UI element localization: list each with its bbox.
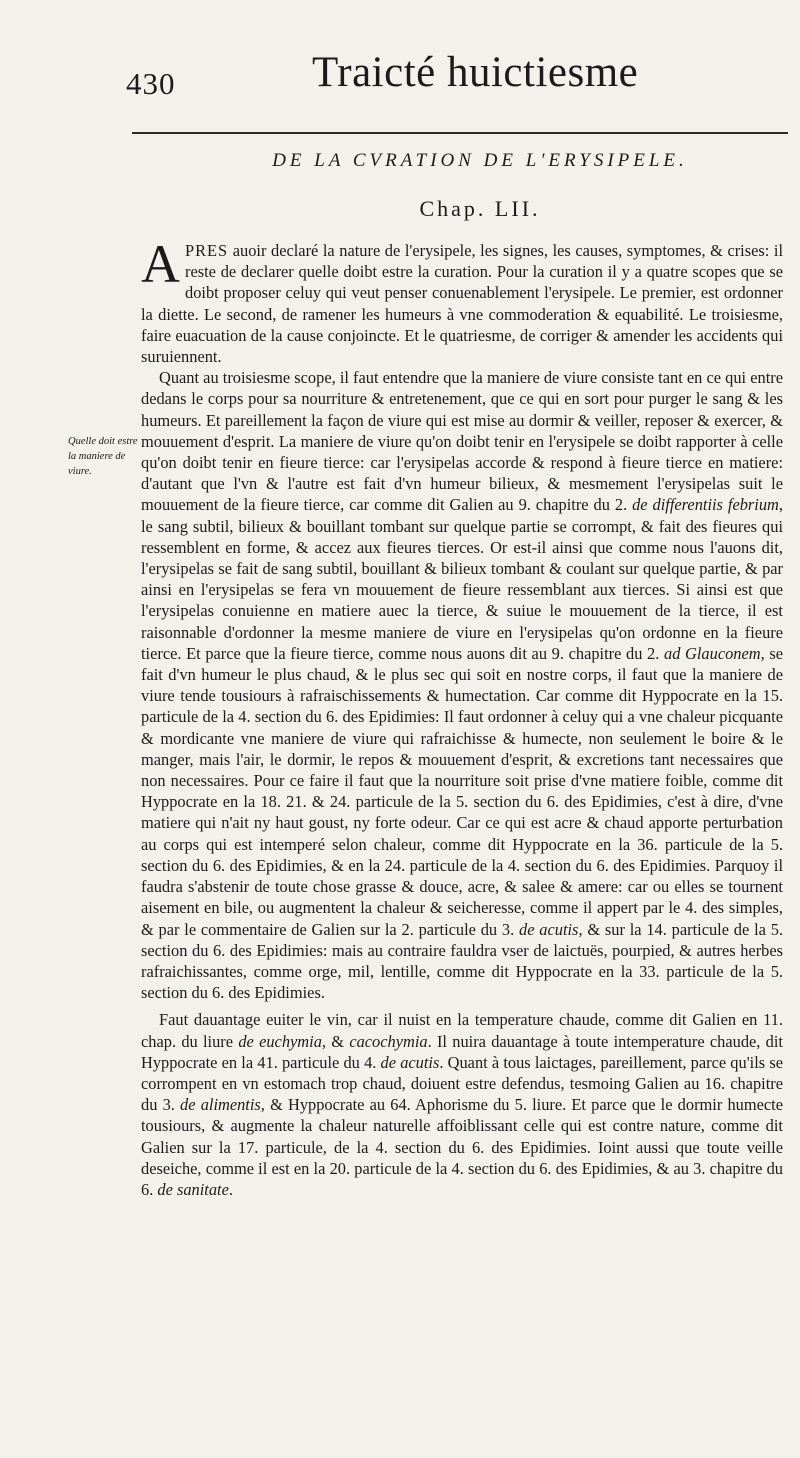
italic-title: cacochymia — [349, 1031, 428, 1051]
header-rule — [132, 132, 788, 134]
italic-title: ad Glauconem — [664, 643, 761, 663]
text-run: . — [228, 1179, 233, 1199]
italic-title: de acutis — [380, 1052, 440, 1072]
italic-title: de sanitate — [157, 1179, 229, 1199]
text-run: Faut dauantage euiter le vin, car il nuist en la temperature chaude, comme dit Galien en 11. chap. du liure — [141, 1010, 783, 1051]
text-run: Quant au troisiesme scope, il faut entendre que la maniere de viure consiste tant en ce qui entre dedans le corps pour sa nourriture & entretenement, que ce qui en sort pour purger le sang & les humeurs. Et pareillement la façon de viure qui est mise au dormir & veiller, reposer & exercer, & mouuement d'esprit. La maniere de viure qu'on doibt tenir en l'erysipele se doibt rapporter à celle qu'on doibt tenir en fieure tierce: car l'erysipelas accorde & respond à fieure tierce en matiere: d'autant que l'vn & l'autre est fait d'vn humeur bilieux, & mesmement l'erysipelas suit le mouuement de la fieure tierce, car comme dit Galien au 9. chapitre du 2. — [141, 368, 783, 515]
text-run: . Il nuira dauantage à toute intemperature chaude, dit Hyppocrate en la 41. particule du 4. — [141, 1031, 783, 1072]
italic-title: de differentiis febrium — [632, 495, 779, 515]
section-title: DE LA CVRATION DE L'ERYSIPELE. — [272, 150, 688, 171]
text-run: , se fait d'vn humeur le plus chaud, & le plus sec qui soit en nostre corps, il faut que la maniere de viure tende tousiours à rafraischissements & humectation. Car comme dit Hyppocrate en la 15. particule de la 4. section du 6. des Epidimies: Il faut ordonner à celuy qui a vne chaleur picquante & mordicante vne maniere de viure qui rafraichisse & humecte, non seulement le boire & le manger, mais l'air, le dormir, le repos & mouuement d'esprit, & excretions tant necessaires que non necessaires. Pour ce faire il faut que la nourriture soit prise d'vne matiere foible, comme dit Hyppocrate en la 18. 21. & 24. particule de la 5. section du 6. des Epidimies, c'est à dire, d'vne matiere qui n'ait ny haut goust, ny forte odeur. Car ce qui est acre & chaud apporte perturbation au corps qui est intemperé selon chaleur, comme dit Hyppocrate en la 36. particule de la 5. section du 6. des Epidimies, & en la 24. particule de la 4. section du 6. des Epidimies. Parquoy il faudra s'abstenir de toute chose grasse & douce, acre, & salee & amere: car ou elles se tournent aisement en bile, ou augmentent la chaleur & seicheresse, comme il appert par le 4. des simples, & par le commentaire de Galien sur la 2. particule du 3. — [141, 643, 783, 939]
paragraph-text: auoir declaré la nature de l'erysipele, les signes, les causes, symptomes, & crises: il reste de declarer quelle doibt estre la curation. Pour la curation il y a quatre scopes que se doibt proposer celuy qui veut penser conuenablement l'erysipele. Le premier, est ordonner la diette. Le second, de ramener les humeurs à vne commoderation & equabilité. Le troisiesme, faire euacuation de la cause conjoincte. Et le quatriesme, de corriger & amender les accidents qui suruiennent. — [141, 241, 783, 367]
italic-title: de acutis — [519, 919, 579, 939]
running-title: Traicté huictiesme — [312, 49, 639, 96]
paragraph-1 — [141, 234, 783, 367]
paragraph-3 — [141, 1009, 783, 1200]
drop-cap: A — [141, 234, 180, 294]
page-number: 430 — [126, 66, 176, 101]
italic-title: de euchymia — [238, 1031, 322, 1051]
text-run: . Quant à tous laictages, pareillement, parce qu'ils se corrompent en vn estomach trop chaud, doiuent estre defendus, tesmoing Galien au 16. chapitre du 3. — [141, 1052, 783, 1115]
chapter-heading: Chap. LII. — [419, 196, 541, 221]
italic-title: de alimentis — [180, 1095, 261, 1115]
text-run: , & sur la 14. particule de la 5. section du 6. des Epidimies: mais au contraire fauldra vser de laictuës, pourpied, & autres herbes rafraichissantes, comme orge, mil, lentille, comme dit Hyppocrate en la 33. particule de la 5. section du 6. des Epidimies. — [141, 919, 783, 1003]
opening-word: PRES — [185, 241, 229, 260]
text-run: , & Hyppocrate au 64. Aphorisme du 5. liure. Et parce que le dormir humecte tousiours, & augmente la chaleur naturelle affoiblissant celle qui est contre nature, comme dit Galien sur la 17. particule, de la 4. section du 6. des Epidimies. Ioint aussi que toute veille deseiche, comme il est en la 20. particule de la 4. section du 6. des Epidimies, & au 3. chapitre du 6. — [141, 1095, 783, 1199]
main-text — [141, 234, 783, 1200]
margin-note: Quelle doit estre la maniere de viure. — [68, 436, 138, 477]
text-run: , & — [321, 1031, 350, 1051]
text-run: , le sang subtil, bilieux & bouillant tombant sur quelque partie se corrompt, & fait des fieures qui ressemblent en forme, & accez aux fieures tierces. Or est-il ainsi que comme nous l'auons dit, l'erysipelas se fait de sang subtil, bouillant & bilieux tombant & coulant sur quelque partie, & par ainsi en l'erysipelas se fera vn mouuement de fieure ressemblant aux tierces. Si ainsi est que l'erysipelas conuienne en matiere auec la tierce, & suiue le mouuement de la tierce, il est raisonnable d'ordonner la mesme maniere de viure en l'erysipelas qu'on ordonne en la fieure tierce. Et parce que la fieure tierce, comme nous auons dit au 9. chapitre du 2. — [141, 495, 783, 663]
paragraph-2 — [141, 367, 783, 1003]
